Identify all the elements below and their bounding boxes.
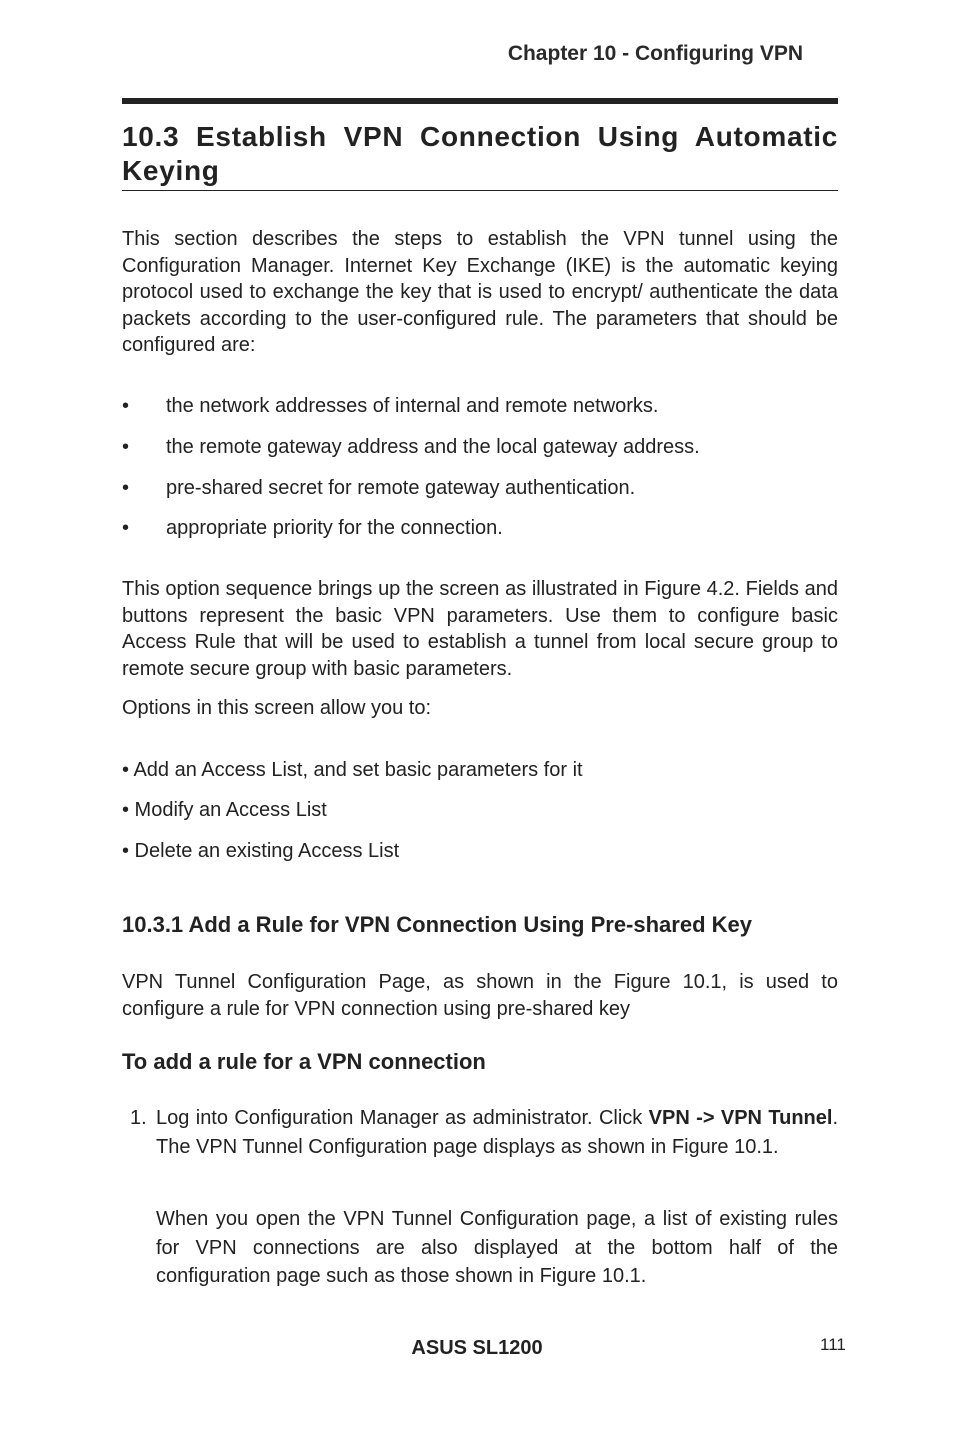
section-title bbox=[122, 120, 838, 191]
bullet-icon: • bbox=[122, 436, 130, 458]
note-text: When you open the VPN Tunnel Configuration page, a list of existing rules for VPN connections are also displayed at the bottom half of the configuration page such as those shown in Figure 10.1. bbox=[156, 1208, 838, 1287]
param-text: the remote gateway address and the local gateway address. bbox=[166, 436, 700, 458]
bullet-icon: • bbox=[122, 395, 130, 417]
param-text: appropriate priority for the connection. bbox=[166, 517, 503, 539]
option-item: • Add an Access List, and set basic parameters for it bbox=[122, 759, 583, 781]
step-menu-path: VPN -> VPN Tunnel bbox=[648, 1107, 833, 1129]
intro-paragraph: This section describes the steps to establish the VPN tunnel using the Configuration Manager. Internet Key Exchange (IKE) is the automatic keying protocol used to exchange the key that is used to encrypt/ authenticate the data packets according to the user-configured rule. The parameters that should be configured are: bbox=[122, 228, 838, 356]
section-title-line2: Keying bbox=[122, 155, 220, 186]
step-text-post: . The VPN Tunnel Configuration page displays as shown in Figure 10.1. bbox=[156, 1107, 838, 1158]
header-rule bbox=[122, 98, 838, 104]
step-text bbox=[156, 1104, 838, 1161]
param-text: pre-shared secret for remote gateway authentication. bbox=[166, 477, 636, 499]
procedure-note bbox=[122, 1205, 838, 1291]
option-item: • Modify an Access List bbox=[122, 799, 327, 821]
option-item: • Delete an existing Access List bbox=[122, 840, 400, 862]
footer-brand: ASUS SL1200 bbox=[411, 1337, 543, 1359]
procedure-heading: To add a rule for a VPN connection bbox=[122, 1049, 486, 1074]
step-number: 1. bbox=[130, 1107, 147, 1129]
subsection-paragraph: VPN Tunnel Configuration Page, as shown in the Figure 10.1, is used to configure a rule for VPN connection using pre-shared key bbox=[122, 971, 838, 1020]
step-text-pre: Log into Configuration Manager as administrator. Click bbox=[156, 1107, 649, 1129]
bullet-icon: • bbox=[122, 477, 130, 499]
bullet-icon: • bbox=[122, 517, 130, 539]
chapter-header: Chapter 10 - Configuring VPN bbox=[507, 42, 803, 65]
option-paragraph: This option sequence brings up the screen as illustrated in Figure 4.2. Fields and buttons represent the basic VPN parameters. Use them to configure basic Access Rule that will be used to establish a tunnel from local secure group to remote secure group with basic parameters. bbox=[122, 578, 838, 680]
procedure-step bbox=[122, 1104, 838, 1161]
section-title-line1: 10.3 Establish VPN Connection Using Automatic bbox=[122, 121, 838, 152]
subsection-heading: 10.3.1 Add a Rule for VPN Connection Using Pre-shared Key bbox=[122, 912, 752, 937]
page-number: 111 bbox=[820, 1335, 846, 1354]
options-intro: Options in this screen allow you to: bbox=[122, 697, 432, 719]
param-text: the network addresses of internal and remote networks. bbox=[166, 395, 659, 417]
